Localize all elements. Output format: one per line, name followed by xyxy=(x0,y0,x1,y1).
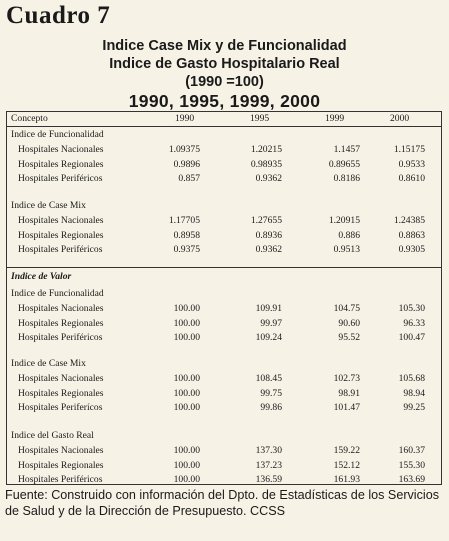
value-2000: 96.33 xyxy=(403,317,425,329)
data-table xyxy=(6,111,442,485)
value-1995: 1.20215 xyxy=(250,144,282,155)
row-label: Hospitales Regionales xyxy=(18,229,104,241)
table-row xyxy=(7,388,441,402)
value-1995: 99.75 xyxy=(260,387,282,399)
table-row xyxy=(7,332,441,346)
value-2000: 0.9533 xyxy=(398,158,425,170)
value-1995: 0.9362 xyxy=(255,244,282,255)
value-2000: 105.30 xyxy=(398,303,425,314)
title-line-2: Indice de Gasto Hospitalario Real xyxy=(109,56,340,72)
row-label: Hospitales Periféricos xyxy=(18,173,103,184)
value-1990: 0.9896 xyxy=(173,158,200,170)
table-row xyxy=(7,144,441,158)
row-label: Hospitales Nacionales xyxy=(18,215,104,226)
value-1999: 0.89655 xyxy=(328,158,360,170)
value-2000: 105.68 xyxy=(398,373,425,384)
table-label: Cuadro 7 xyxy=(6,2,111,29)
table-row xyxy=(7,373,441,387)
value-1995: 99.97 xyxy=(260,317,282,329)
value-2000: 0.9305 xyxy=(398,244,425,255)
value-2000: 0.8610 xyxy=(398,173,425,184)
group-title: Indice de Case Mix xyxy=(11,358,86,369)
row-label: Hospitales Regionales xyxy=(18,317,104,329)
table-title-block xyxy=(0,37,449,111)
value-1995: 0.98935 xyxy=(250,158,282,170)
value-1990: 100.00 xyxy=(173,474,200,485)
value-2000: 100.47 xyxy=(398,332,425,343)
group-title-row xyxy=(7,129,441,143)
row-label: Hospitales Periféricos xyxy=(18,244,103,255)
value-1990: 0.857 xyxy=(178,173,200,184)
value-1990: 0.8958 xyxy=(173,229,200,241)
table-row xyxy=(7,445,441,459)
group-title: Indice del Gasto Real xyxy=(11,430,94,441)
value-1999: 0.8186 xyxy=(333,173,360,184)
value-1999: 101.47 xyxy=(333,402,360,413)
value-1990: 100.00 xyxy=(173,459,200,471)
value-1990: 100.00 xyxy=(173,332,200,343)
table-row xyxy=(7,303,441,317)
value-1995: 0.8936 xyxy=(255,229,282,241)
value-1990: 100.00 xyxy=(173,303,200,314)
row-label: Hospitales Periferícos xyxy=(18,402,103,413)
value-1990: 100.00 xyxy=(173,387,200,399)
header-2000: 2000 xyxy=(390,113,410,124)
table-row xyxy=(7,460,441,474)
row-label: Hospitales Regionales xyxy=(18,158,104,170)
value-1990: 100.00 xyxy=(173,445,200,456)
value-1995: 0.9362 xyxy=(255,173,282,184)
table-row xyxy=(7,244,441,258)
group-title-row xyxy=(7,430,441,444)
value-1999: 159.22 xyxy=(333,445,360,456)
row-label: Hospitales Regionales xyxy=(18,459,104,471)
value-2000: 163.69 xyxy=(398,474,425,485)
value-1995: 136.59 xyxy=(255,474,282,485)
value-2000: 99.25 xyxy=(403,402,425,413)
value-1990: 100.00 xyxy=(173,317,200,329)
title-line-4: 1990, 1995, 1999, 2000 xyxy=(128,91,321,111)
value-1999: 95.52 xyxy=(338,332,360,343)
value-2000: 0.8863 xyxy=(398,229,425,241)
value-1999: 152.12 xyxy=(333,459,360,471)
header-1999: 1999 xyxy=(325,113,345,124)
value-2000: 98.94 xyxy=(403,387,425,399)
section-title-valor: Indice de Valor xyxy=(11,271,72,282)
value-1990: 1.17705 xyxy=(168,215,200,226)
row-label: Hospitales Nacionales xyxy=(18,144,104,155)
value-1999: 104.75 xyxy=(333,303,360,314)
group-title: Indice de Funcionalidad xyxy=(11,288,104,299)
row-label: Hospitales Nacionales xyxy=(18,303,104,314)
value-1999: 1.1457 xyxy=(333,144,360,155)
value-2000: 160.37 xyxy=(398,445,425,456)
group-title-row xyxy=(7,288,441,302)
value-1999: 98.91 xyxy=(338,387,360,399)
value-1995: 137.23 xyxy=(255,459,282,471)
row-label: Hospitales Periféricos xyxy=(18,474,103,485)
table-row xyxy=(7,318,441,332)
value-1990: 1.09375 xyxy=(168,144,200,155)
header-1995: 1995 xyxy=(250,113,270,124)
value-1995: 109.91 xyxy=(255,303,282,314)
table-row xyxy=(7,402,441,416)
value-1999: 161.93 xyxy=(333,474,360,485)
table-header-row xyxy=(7,112,441,127)
value-2000: 1.15175 xyxy=(393,144,425,155)
value-2000: 1.24385 xyxy=(393,215,425,226)
value-1999: 1.20915 xyxy=(328,215,360,226)
value-1995: 99.86 xyxy=(260,402,282,413)
value-1995: 109.24 xyxy=(255,332,282,343)
value-1995: 108.45 xyxy=(255,373,282,384)
title-line-3: (1990 =100) xyxy=(185,74,264,90)
value-1999: 102.73 xyxy=(333,373,360,384)
header-concepto: Concepto xyxy=(11,113,48,124)
value-1999: 0.886 xyxy=(338,229,360,241)
value-1990: 100.00 xyxy=(173,402,200,413)
row-label: Hospitales Nacionales xyxy=(18,445,104,456)
section-title-row xyxy=(7,271,441,285)
value-1990: 0.9375 xyxy=(173,244,200,255)
value-1999: 0.9513 xyxy=(333,244,360,255)
row-label: Hospitales Regionales xyxy=(18,387,104,399)
table-row xyxy=(7,173,441,187)
table-row xyxy=(7,474,441,488)
table-row xyxy=(7,159,441,173)
section-divider xyxy=(7,267,441,268)
row-label: Hospitales Periféricos xyxy=(18,332,103,343)
value-2000: 155.30 xyxy=(398,459,425,471)
header-1990: 1990 xyxy=(175,113,195,124)
table-row xyxy=(7,230,441,244)
source-note: Fuente: Construido con información del Dpto. de Estadísticas de los Servicios de Salud y de la Dirección de Presupuesto. CCSS xyxy=(5,488,440,518)
group-title: Indice de Funcionalidad xyxy=(11,129,104,140)
value-1999: 90.60 xyxy=(338,317,360,329)
group-title-row xyxy=(7,200,441,214)
title-line-1: Indice Case Mix y de Funcionalidad xyxy=(102,38,347,54)
value-1990: 100.00 xyxy=(173,373,200,384)
group-title: Indice de Case Mix xyxy=(11,200,86,211)
value-1995: 137.30 xyxy=(255,445,282,456)
row-label: Hospitales Nacionales xyxy=(18,373,104,384)
value-1995: 1.27655 xyxy=(250,215,282,226)
table-row xyxy=(7,215,441,229)
group-title-row xyxy=(7,358,441,372)
